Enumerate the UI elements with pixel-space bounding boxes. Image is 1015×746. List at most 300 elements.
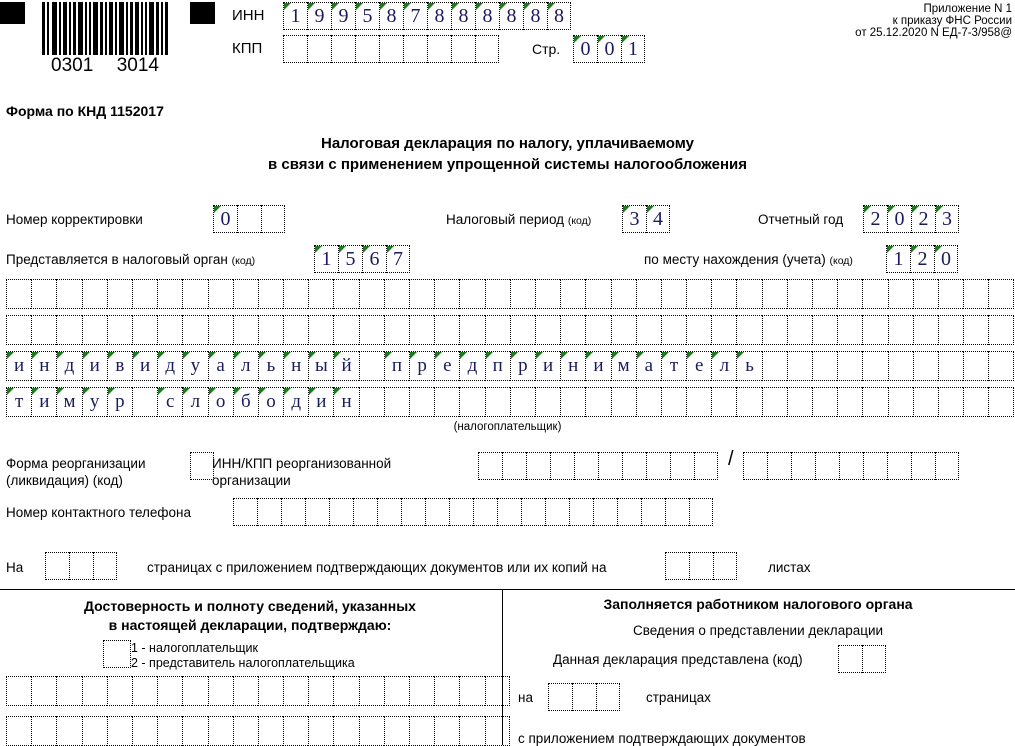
char-cell[interactable]: [107, 315, 132, 345]
char-cell[interactable]: у: [182, 351, 207, 381]
char-cell[interactable]: 2: [910, 245, 934, 273]
char-cell[interactable]: [560, 279, 585, 309]
official-submitted-code-field[interactable]: [838, 645, 886, 673]
char-cell[interactable]: [409, 716, 434, 746]
char-cell[interactable]: 0: [934, 245, 958, 273]
char-cell[interactable]: [485, 279, 510, 309]
char-cell[interactable]: [585, 279, 610, 309]
char-cell[interactable]: 0: [887, 205, 911, 233]
char-cell[interactable]: [485, 676, 510, 706]
char-cell[interactable]: [308, 279, 333, 309]
char-cell[interactable]: д: [56, 351, 81, 381]
char-cell[interactable]: [308, 716, 333, 746]
char-cell[interactable]: а: [208, 351, 233, 381]
signer-name-row-2[interactable]: [6, 716, 510, 746]
char-cell[interactable]: 5: [355, 2, 379, 30]
char-cell[interactable]: [665, 552, 689, 580]
char-cell[interactable]: [82, 279, 107, 309]
char-cell[interactable]: [459, 315, 484, 345]
char-cell[interactable]: [56, 315, 81, 345]
char-cell[interactable]: н: [560, 351, 585, 381]
location-field[interactable]: [886, 245, 958, 273]
char-cell[interactable]: [548, 683, 572, 711]
char-cell[interactable]: [585, 315, 610, 345]
char-cell[interactable]: [913, 279, 938, 309]
char-cell[interactable]: [379, 35, 403, 63]
char-cell[interactable]: с: [157, 387, 182, 417]
char-cell[interactable]: [82, 676, 107, 706]
char-cell[interactable]: [572, 683, 596, 711]
char-cell[interactable]: [689, 552, 713, 580]
char-cell[interactable]: [409, 315, 434, 345]
char-cell[interactable]: р: [510, 351, 535, 381]
char-cell[interactable]: [355, 35, 379, 63]
char-cell[interactable]: [963, 387, 988, 417]
char-cell[interactable]: [711, 315, 736, 345]
char-cell[interactable]: [837, 279, 862, 309]
char-cell[interactable]: 1: [621, 35, 645, 63]
char-cell[interactable]: [812, 279, 837, 309]
char-cell[interactable]: [838, 645, 862, 673]
page-field[interactable]: [573, 35, 645, 63]
char-cell[interactable]: 9: [307, 2, 331, 30]
char-cell[interactable]: [132, 279, 157, 309]
char-cell[interactable]: [473, 498, 497, 526]
phone-field[interactable]: [233, 498, 713, 526]
char-cell[interactable]: [425, 498, 449, 526]
char-cell[interactable]: [837, 351, 862, 381]
char-cell[interactable]: [535, 315, 560, 345]
char-cell[interactable]: [283, 35, 307, 63]
char-cell[interactable]: [585, 387, 610, 417]
char-cell[interactable]: [787, 351, 812, 381]
char-cell[interactable]: 8: [427, 2, 451, 30]
char-cell[interactable]: [434, 279, 459, 309]
char-cell[interactable]: [762, 387, 787, 417]
char-cell[interactable]: [157, 716, 182, 746]
char-cell[interactable]: [283, 315, 308, 345]
char-cell[interactable]: [31, 279, 56, 309]
char-cell[interactable]: [359, 676, 384, 706]
char-cell[interactable]: [132, 315, 157, 345]
char-cell[interactable]: л: [182, 387, 207, 417]
correction-number-field[interactable]: [213, 205, 285, 233]
char-cell[interactable]: [82, 315, 107, 345]
char-cell[interactable]: 6: [362, 245, 386, 273]
signer-name-row-1[interactable]: [6, 676, 510, 706]
char-cell[interactable]: [333, 716, 358, 746]
char-cell[interactable]: 8: [523, 2, 547, 30]
char-cell[interactable]: [963, 351, 988, 381]
char-cell[interactable]: [713, 552, 737, 580]
char-cell[interactable]: [451, 35, 475, 63]
char-cell[interactable]: [736, 279, 761, 309]
char-cell[interactable]: [611, 387, 636, 417]
char-cell[interactable]: [862, 645, 886, 673]
char-cell[interactable]: в: [107, 351, 132, 381]
char-cell[interactable]: [307, 35, 331, 63]
char-cell[interactable]: [56, 279, 81, 309]
official-pages-field[interactable]: [548, 683, 620, 711]
taxpayer-name-row-2[interactable]: [6, 315, 1014, 345]
char-cell[interactable]: [485, 387, 510, 417]
char-cell[interactable]: 8: [547, 2, 571, 30]
char-cell[interactable]: [107, 279, 132, 309]
char-cell[interactable]: [888, 279, 913, 309]
char-cell[interactable]: а: [636, 351, 661, 381]
char-cell[interactable]: [157, 279, 182, 309]
char-cell[interactable]: [384, 279, 409, 309]
char-cell[interactable]: [963, 315, 988, 345]
char-cell[interactable]: [359, 315, 384, 345]
taxpayer-name-row-4[interactable]: [6, 387, 1014, 417]
char-cell[interactable]: у: [82, 387, 107, 417]
char-cell[interactable]: [403, 35, 427, 63]
char-cell[interactable]: [636, 279, 661, 309]
char-cell[interactable]: [283, 279, 308, 309]
signer-type-field[interactable]: [103, 640, 131, 668]
char-cell[interactable]: 2: [863, 205, 887, 233]
reporting-year-field[interactable]: [863, 205, 959, 233]
char-cell[interactable]: [258, 716, 283, 746]
char-cell[interactable]: [611, 279, 636, 309]
char-cell[interactable]: и: [6, 351, 31, 381]
char-cell[interactable]: 1: [314, 245, 338, 273]
char-cell[interactable]: [237, 205, 261, 233]
char-cell[interactable]: [617, 498, 641, 526]
char-cell[interactable]: [401, 498, 425, 526]
char-cell[interactable]: [281, 498, 305, 526]
char-cell[interactable]: [988, 351, 1013, 381]
char-cell[interactable]: [107, 676, 132, 706]
char-cell[interactable]: [427, 35, 451, 63]
char-cell[interactable]: [661, 279, 686, 309]
char-cell[interactable]: [665, 498, 689, 526]
char-cell[interactable]: [208, 716, 233, 746]
char-cell[interactable]: [711, 279, 736, 309]
char-cell[interactable]: [641, 498, 665, 526]
char-cell[interactable]: [938, 351, 963, 381]
char-cell[interactable]: [132, 387, 157, 417]
char-cell[interactable]: [384, 676, 409, 706]
char-cell[interactable]: [888, 351, 913, 381]
char-cell[interactable]: [598, 452, 622, 480]
tax-period-field[interactable]: [622, 205, 670, 233]
char-cell[interactable]: [839, 452, 863, 480]
char-cell[interactable]: ь: [258, 351, 283, 381]
char-cell[interactable]: [736, 387, 761, 417]
char-cell[interactable]: [686, 387, 711, 417]
char-cell[interactable]: [762, 279, 787, 309]
char-cell[interactable]: [31, 315, 56, 345]
char-cell[interactable]: [233, 279, 258, 309]
char-cell[interactable]: и: [132, 351, 157, 381]
char-cell[interactable]: о: [208, 387, 233, 417]
char-cell[interactable]: [6, 676, 31, 706]
char-cell[interactable]: [485, 315, 510, 345]
char-cell[interactable]: [434, 716, 459, 746]
char-cell[interactable]: [333, 676, 358, 706]
char-cell[interactable]: [45, 552, 69, 580]
char-cell[interactable]: [157, 676, 182, 706]
char-cell[interactable]: [6, 716, 31, 746]
char-cell[interactable]: [636, 387, 661, 417]
char-cell[interactable]: [812, 351, 837, 381]
char-cell[interactable]: н: [333, 387, 358, 417]
char-cell[interactable]: [459, 387, 484, 417]
char-cell[interactable]: м: [56, 387, 81, 417]
char-cell[interactable]: [233, 498, 257, 526]
char-cell[interactable]: 2: [911, 205, 935, 233]
char-cell[interactable]: и: [82, 351, 107, 381]
char-cell[interactable]: [182, 676, 207, 706]
char-cell[interactable]: [233, 315, 258, 345]
char-cell[interactable]: [837, 315, 862, 345]
char-cell[interactable]: [497, 498, 521, 526]
char-cell[interactable]: [359, 387, 384, 417]
char-cell[interactable]: [459, 279, 484, 309]
char-cell[interactable]: [596, 683, 620, 711]
char-cell[interactable]: [208, 676, 233, 706]
char-cell[interactable]: [913, 315, 938, 345]
char-cell[interactable]: [560, 387, 585, 417]
char-cell[interactable]: м: [611, 351, 636, 381]
char-cell[interactable]: 5: [338, 245, 362, 273]
char-cell[interactable]: [182, 716, 207, 746]
char-cell[interactable]: и: [31, 387, 56, 417]
char-cell[interactable]: [384, 716, 409, 746]
char-cell[interactable]: 1: [283, 2, 307, 30]
char-cell[interactable]: [862, 351, 887, 381]
char-cell[interactable]: [661, 315, 686, 345]
char-cell[interactable]: [686, 315, 711, 345]
char-cell[interactable]: [434, 387, 459, 417]
char-cell[interactable]: [837, 387, 862, 417]
char-cell[interactable]: [862, 279, 887, 309]
char-cell[interactable]: [913, 387, 938, 417]
char-cell[interactable]: й: [333, 351, 358, 381]
char-cell[interactable]: [409, 387, 434, 417]
char-cell[interactable]: п: [384, 351, 409, 381]
char-cell[interactable]: [535, 279, 560, 309]
char-cell[interactable]: 3: [622, 205, 646, 233]
char-cell[interactable]: [56, 676, 81, 706]
char-cell[interactable]: [190, 452, 214, 480]
char-cell[interactable]: [574, 452, 598, 480]
taxpayer-name-row-1[interactable]: [6, 279, 1014, 309]
char-cell[interactable]: [988, 315, 1013, 345]
char-cell[interactable]: [485, 716, 510, 746]
char-cell[interactable]: 4: [646, 205, 670, 233]
char-cell[interactable]: [510, 315, 535, 345]
char-cell[interactable]: д: [283, 387, 308, 417]
char-cell[interactable]: [938, 315, 963, 345]
char-cell[interactable]: п: [485, 351, 510, 381]
char-cell[interactable]: ы: [308, 351, 333, 381]
char-cell[interactable]: о: [258, 387, 283, 417]
char-cell[interactable]: [815, 452, 839, 480]
char-cell[interactable]: [569, 498, 593, 526]
char-cell[interactable]: [283, 676, 308, 706]
char-cell[interactable]: [257, 498, 281, 526]
char-cell[interactable]: т: [6, 387, 31, 417]
char-cell[interactable]: [636, 315, 661, 345]
tax-authority-field[interactable]: [314, 245, 410, 273]
char-cell[interactable]: [353, 498, 377, 526]
char-cell[interactable]: [911, 452, 935, 480]
char-cell[interactable]: [208, 315, 233, 345]
char-cell[interactable]: [812, 315, 837, 345]
char-cell[interactable]: [545, 498, 569, 526]
char-cell[interactable]: 8: [475, 2, 499, 30]
char-cell[interactable]: е: [434, 351, 459, 381]
char-cell[interactable]: [689, 498, 713, 526]
char-cell[interactable]: н: [283, 351, 308, 381]
char-cell[interactable]: л: [233, 351, 258, 381]
char-cell[interactable]: [258, 279, 283, 309]
char-cell[interactable]: [103, 640, 131, 668]
char-cell[interactable]: [646, 452, 670, 480]
char-cell[interactable]: 0: [213, 205, 237, 233]
char-cell[interactable]: [434, 315, 459, 345]
reorg-form-code-field[interactable]: [190, 452, 214, 480]
char-cell[interactable]: 7: [386, 245, 410, 273]
char-cell[interactable]: [283, 716, 308, 746]
char-cell[interactable]: т: [661, 351, 686, 381]
char-cell[interactable]: р: [409, 351, 434, 381]
char-cell[interactable]: [711, 387, 736, 417]
char-cell[interactable]: [69, 552, 93, 580]
char-cell[interactable]: [233, 676, 258, 706]
char-cell[interactable]: [384, 315, 409, 345]
char-cell[interactable]: [56, 716, 81, 746]
char-cell[interactable]: [887, 452, 911, 480]
char-cell[interactable]: [305, 498, 329, 526]
char-cell[interactable]: [622, 452, 646, 480]
char-cell[interactable]: [107, 716, 132, 746]
char-cell[interactable]: [686, 279, 711, 309]
char-cell[interactable]: [812, 387, 837, 417]
char-cell[interactable]: [863, 452, 887, 480]
char-cell[interactable]: [521, 498, 545, 526]
char-cell[interactable]: [787, 315, 812, 345]
char-cell[interactable]: [333, 279, 358, 309]
char-cell[interactable]: [550, 452, 574, 480]
taxpayer-name-row-3[interactable]: [6, 351, 1014, 381]
char-cell[interactable]: [611, 315, 636, 345]
char-cell[interactable]: 8: [379, 2, 403, 30]
char-cell[interactable]: [331, 35, 355, 63]
char-cell[interactable]: [359, 351, 384, 381]
char-cell[interactable]: [560, 315, 585, 345]
char-cell[interactable]: [261, 205, 285, 233]
char-cell[interactable]: и: [585, 351, 610, 381]
char-cell[interactable]: и: [308, 387, 333, 417]
char-cell[interactable]: 0: [573, 35, 597, 63]
char-cell[interactable]: [862, 387, 887, 417]
char-cell[interactable]: е: [686, 351, 711, 381]
char-cell[interactable]: 3: [935, 205, 959, 233]
char-cell[interactable]: [258, 676, 283, 706]
char-cell[interactable]: [333, 315, 358, 345]
char-cell[interactable]: [459, 676, 484, 706]
inn-field[interactable]: [283, 2, 571, 30]
char-cell[interactable]: н: [31, 351, 56, 381]
char-cell[interactable]: [308, 676, 333, 706]
char-cell[interactable]: [963, 279, 988, 309]
pages-count-field[interactable]: [45, 552, 117, 580]
char-cell[interactable]: [329, 498, 353, 526]
char-cell[interactable]: [502, 452, 526, 480]
reorg-inn-field[interactable]: [478, 452, 718, 480]
char-cell[interactable]: [409, 676, 434, 706]
char-cell[interactable]: [258, 315, 283, 345]
char-cell[interactable]: [132, 676, 157, 706]
char-cell[interactable]: [384, 387, 409, 417]
char-cell[interactable]: д: [459, 351, 484, 381]
char-cell[interactable]: р: [107, 387, 132, 417]
char-cell[interactable]: [535, 387, 560, 417]
char-cell[interactable]: [661, 387, 686, 417]
char-cell[interactable]: [935, 452, 959, 480]
char-cell[interactable]: [762, 315, 787, 345]
char-cell[interactable]: [670, 452, 694, 480]
char-cell[interactable]: 7: [403, 2, 427, 30]
char-cell[interactable]: ь: [736, 351, 761, 381]
char-cell[interactable]: [694, 452, 718, 480]
char-cell[interactable]: [938, 387, 963, 417]
char-cell[interactable]: [787, 279, 812, 309]
char-cell[interactable]: л: [711, 351, 736, 381]
char-cell[interactable]: [913, 351, 938, 381]
char-cell[interactable]: [359, 279, 384, 309]
char-cell[interactable]: [743, 452, 767, 480]
char-cell[interactable]: [593, 498, 617, 526]
char-cell[interactable]: [787, 387, 812, 417]
char-cell[interactable]: [434, 676, 459, 706]
char-cell[interactable]: [93, 552, 117, 580]
char-cell[interactable]: [938, 279, 963, 309]
char-cell[interactable]: [377, 498, 401, 526]
char-cell[interactable]: б: [233, 387, 258, 417]
char-cell[interactable]: [82, 716, 107, 746]
char-cell[interactable]: [510, 279, 535, 309]
char-cell[interactable]: [862, 315, 887, 345]
sheets-count-field[interactable]: [665, 552, 737, 580]
char-cell[interactable]: [510, 387, 535, 417]
char-cell[interactable]: 9: [331, 2, 355, 30]
char-cell[interactable]: [409, 279, 434, 309]
char-cell[interactable]: 0: [597, 35, 621, 63]
char-cell[interactable]: [132, 716, 157, 746]
char-cell[interactable]: [791, 452, 815, 480]
char-cell[interactable]: [359, 716, 384, 746]
char-cell[interactable]: [478, 452, 502, 480]
char-cell[interactable]: [308, 315, 333, 345]
char-cell[interactable]: [157, 315, 182, 345]
reorg-kpp-field[interactable]: [743, 452, 959, 480]
char-cell[interactable]: [208, 279, 233, 309]
char-cell[interactable]: 1: [886, 245, 910, 273]
char-cell[interactable]: [767, 452, 791, 480]
char-cell[interactable]: [762, 351, 787, 381]
char-cell[interactable]: [6, 315, 31, 345]
char-cell[interactable]: и: [535, 351, 560, 381]
char-cell[interactable]: [988, 387, 1013, 417]
char-cell[interactable]: [526, 452, 550, 480]
char-cell[interactable]: [182, 315, 207, 345]
char-cell[interactable]: [31, 676, 56, 706]
